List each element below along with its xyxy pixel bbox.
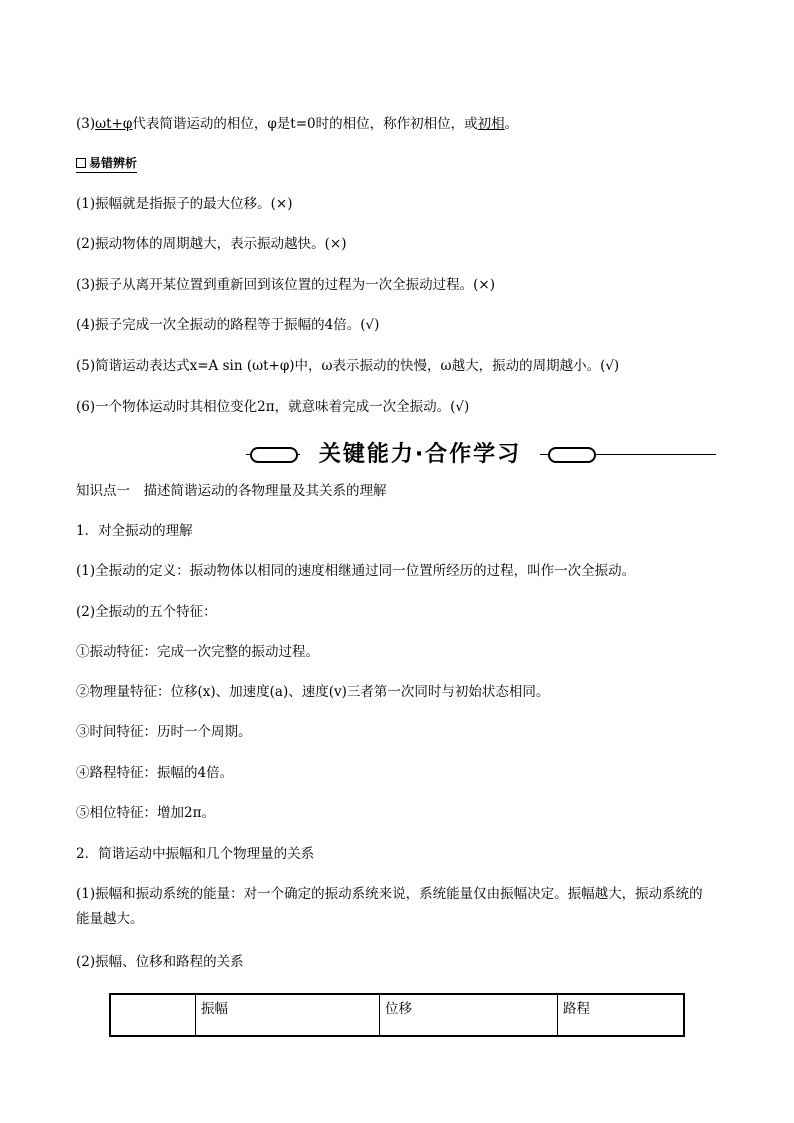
feature-3: ③时间特征：历时一个周期。	[76, 724, 252, 740]
amplitude-relation-table	[109, 993, 685, 1037]
phase-text: 代表简谐运动的相位，φ是t=0时的相位，称作初相位，或	[132, 116, 478, 132]
table-row	[110, 994, 684, 1036]
table-header-empty	[110, 994, 196, 1036]
amplitude-relation-heading: (2)振幅、位移和路程的关系	[76, 954, 244, 970]
error-analysis-tag	[76, 154, 137, 173]
item-number: (3)	[76, 116, 96, 132]
subsection-1: 1．对全振动的理解	[76, 523, 193, 539]
error-item-1: (1)振幅就是指振子的最大位移。(×)	[76, 196, 293, 212]
feature-4: ④路程特征：振幅的4倍。	[76, 765, 234, 781]
sentence-end: 。	[504, 116, 519, 132]
subsection-2: 2．简谐运动中振幅和几个物理量的关系	[76, 846, 315, 862]
phase-term: ωt+φ	[95, 116, 133, 132]
feature-2: ②物理量特征：位移(x)、加速度(a)、速度(v)三者第一次同时与初始状态相同。	[76, 684, 550, 700]
error-item-2: (2)振动物体的周期越大，表示振动越快。(×)	[76, 236, 347, 252]
tag-label: 易错辨析	[89, 156, 138, 170]
banner-pill-left	[250, 447, 298, 463]
table-header-amplitude: 振幅	[196, 994, 380, 1036]
error-item-4: (4)振子完成一次全振动的路程等于振幅的4倍。(√)	[76, 317, 380, 333]
table-header-displacement: 位移	[380, 994, 558, 1036]
five-features-heading: (2)全振动的五个特征：	[76, 604, 217, 620]
section-banner-title: 关键能力·合作学习	[300, 440, 540, 470]
full-vibration-definition: (1)全振动的定义：振动物体以相同的速度相继通过同一位置所经历的过程，叫作一次全振动。	[76, 563, 636, 579]
feature-1: ①振动特征：完成一次完整的振动过程。	[76, 644, 319, 660]
table-header-distance: 路程	[558, 994, 685, 1036]
banner-pill-right	[548, 447, 596, 463]
error-item-3: (3)振子从离开某位置到重新回到该位置的过程为一次全振动过程。(×)	[76, 277, 495, 293]
tag-box-icon	[76, 158, 86, 168]
amplitude-energy-paragraph: (1)振幅和振动系统的能量：对一个确定的振动系统来说，系统能量仅由振幅决定。振幅越大，振动系统的能量越大。	[76, 886, 703, 927]
error-item-5: (5)简谐运动表达式x=A sin (ωt+φ)中，ω表示振动的快慢，ω越大，振动的周期越小。(√)	[76, 358, 620, 374]
phase-definition	[76, 112, 716, 136]
feature-5: ⑤相位特征：增加2π。	[76, 805, 215, 821]
initial-phase-term: 初相	[477, 116, 505, 132]
error-item-6: (6)一个物体运动时其相位变化2π，就意味着完成一次全振动。(√)	[76, 399, 470, 415]
knowledge-point-title: 知识点一 描述简谐运动的各物理量及其关系的理解	[76, 483, 387, 499]
